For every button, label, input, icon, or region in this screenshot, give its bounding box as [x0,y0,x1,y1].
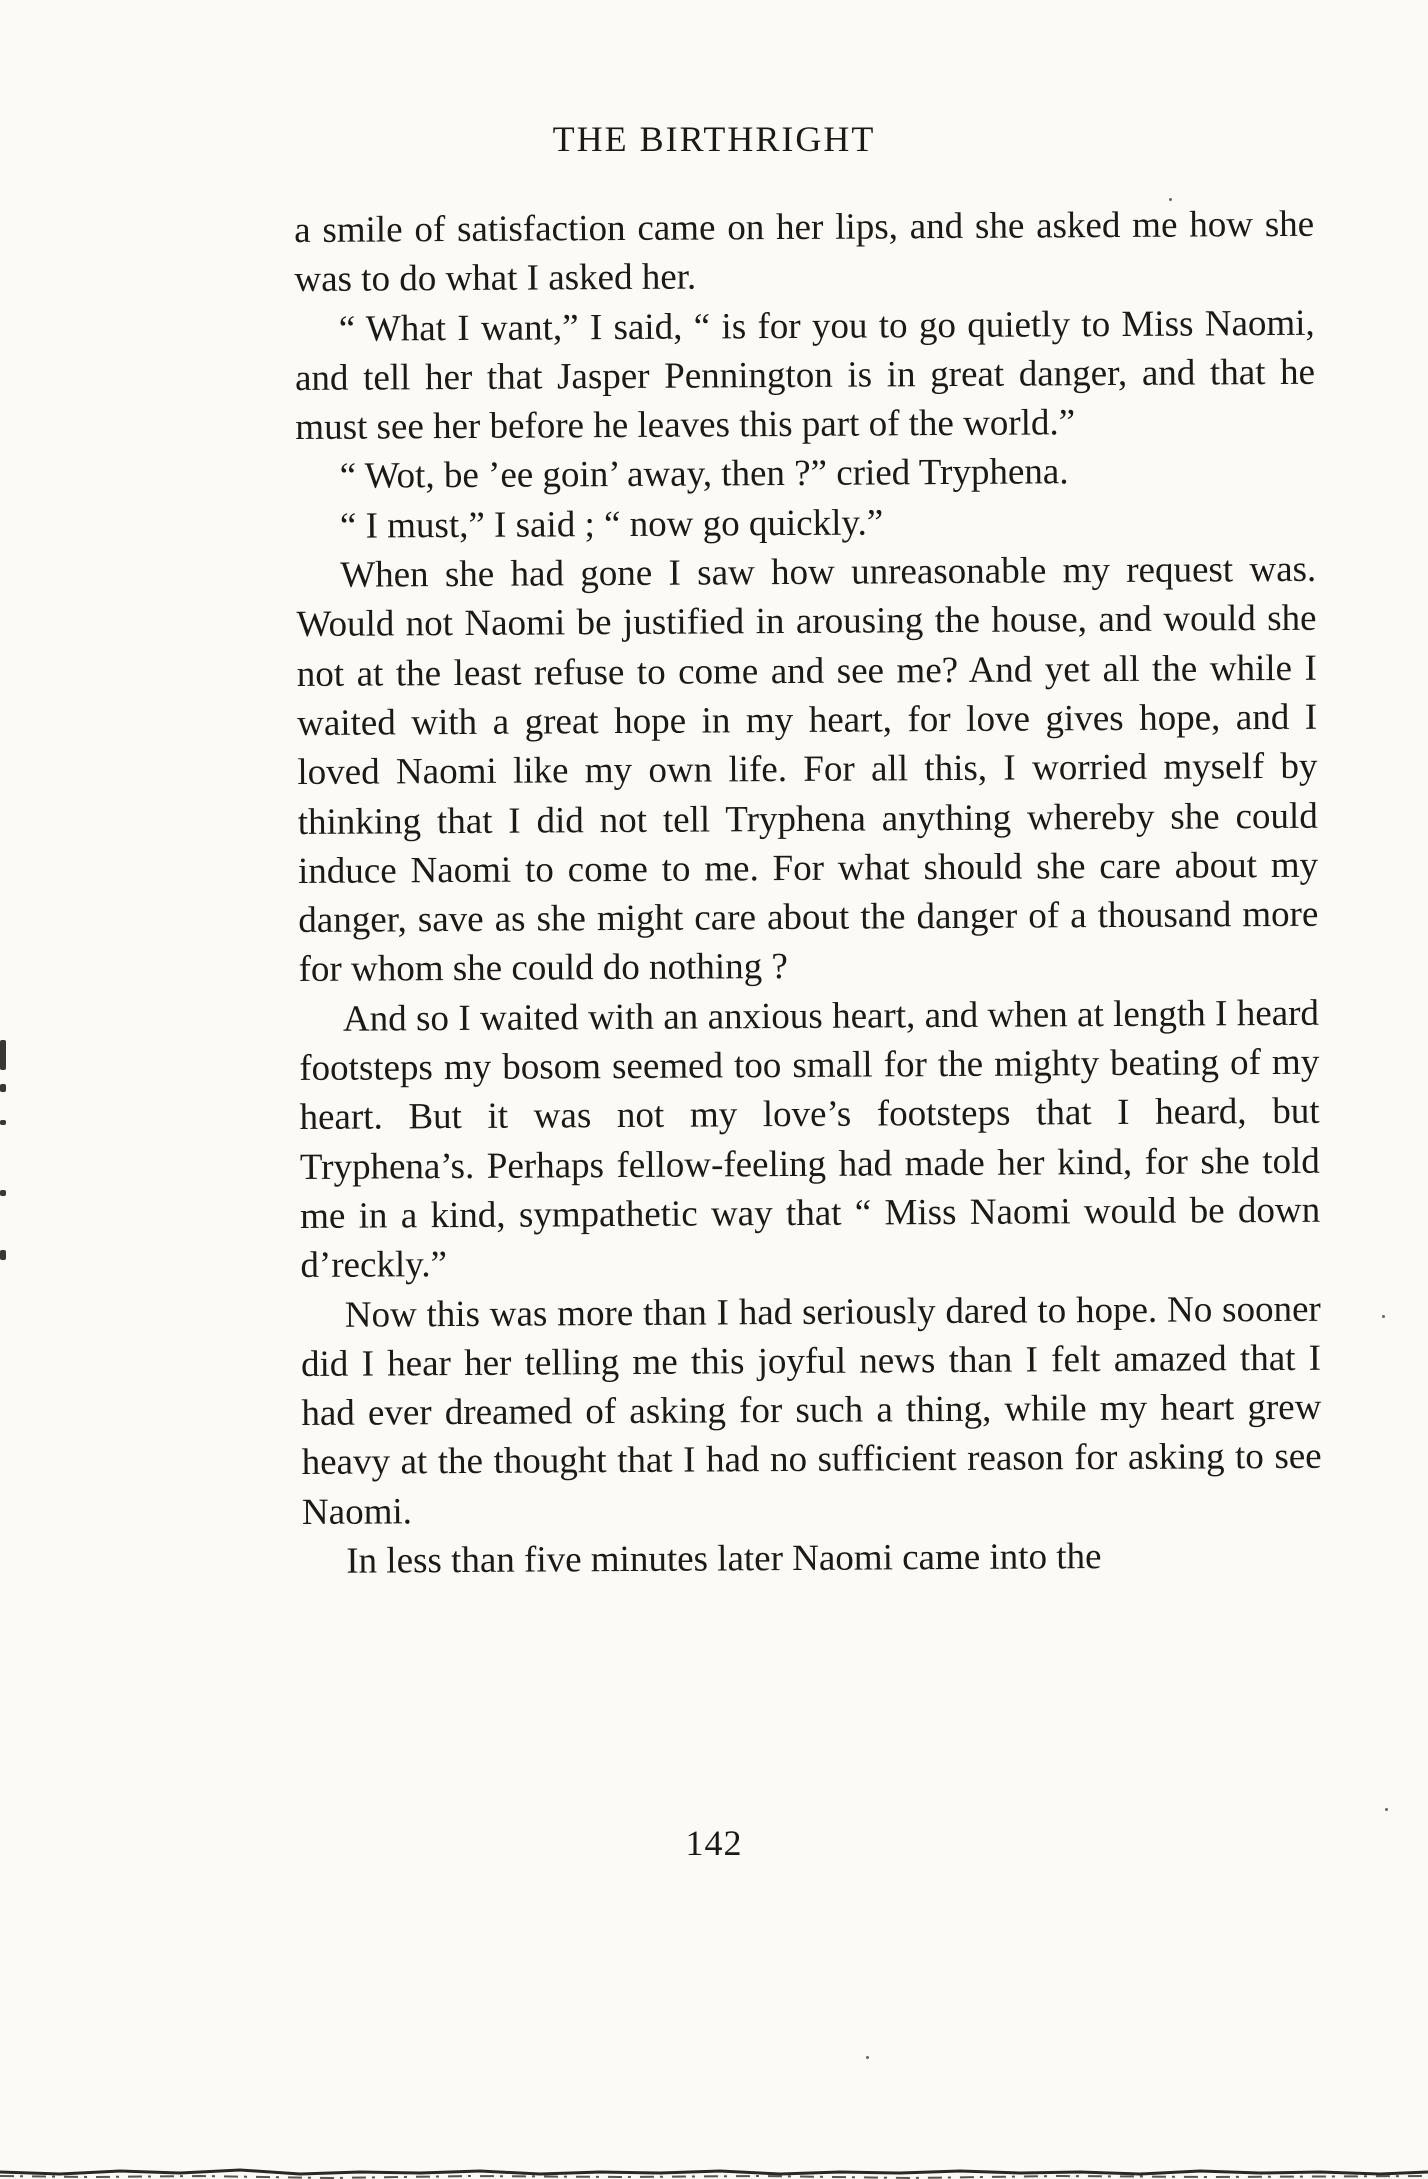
paragraph: “ Wot, be ’ee goin’ away, then ?” cried Tryphena. [339,451,1069,498]
scan-speck [1385,1808,1388,1811]
paragraph: “ What I want,” I said, “ is for you to go quietly to Miss Naomi, and tell her that Jasper Pennington is in great danger, and that he must see her before he leaves this part of the world.” [294,302,1316,449]
body-text [294,200,1322,1587]
page-number: 142 [685,1823,743,1863]
paragraph: “ I must,” I said ; “ now go quickly.” [339,502,884,547]
paragraph: In less than five minutes later Naomi came into the [346,1536,1102,1582]
paragraph: When she had gone I saw how unreasonable my request was. Would not Naomi be justified in arousing the house, and would she not at the least refuse to come and see me? And yet all the while I waited with a great hope in my heart, for love gives hope, and I loved Naomi like my own life. For all this, I worried myself by thinking that I did not tell Tryphena anything whereby she could induce Naomi to come to me. For what should she care about my danger, save as she might care about the danger of a thousand more for whom she could do nothing ? [296,548,1319,991]
scan-speck [866,2056,869,2059]
paragraph: Now this was more than I had seriously dared to hope. No sooner did I hear her telling me this joyful news than I felt amazed that I had ever dreamed of asking for such a thing, while my heart grew heavy at the thought that I had no sufficient reason for asking to see Naomi. [300,1288,1322,1533]
paragraph: And so I waited with an anxious heart, and when at length I heard footsteps my bosom seemed too small for the mighty beating of my heart. But it was not my love’s footsteps that I heard, but Tryphena’s. Perhaps fellow-feeling had made her kind, for she told me in a kind, sympathetic way that “ Miss Naomi would be down d’reckly.” [299,992,1321,1287]
bottom-edge-scan-noise [0,2158,1428,2179]
scan-speck [1169,198,1172,201]
running-head-title: THE BIRTHRIGHT [552,119,876,159]
binding-edge-marks [0,1040,14,1280]
paragraph: a smile of satisfaction came on her lips, and she asked me how she was to do what I asked her. [294,203,1315,301]
scan-speck [1382,1315,1385,1318]
